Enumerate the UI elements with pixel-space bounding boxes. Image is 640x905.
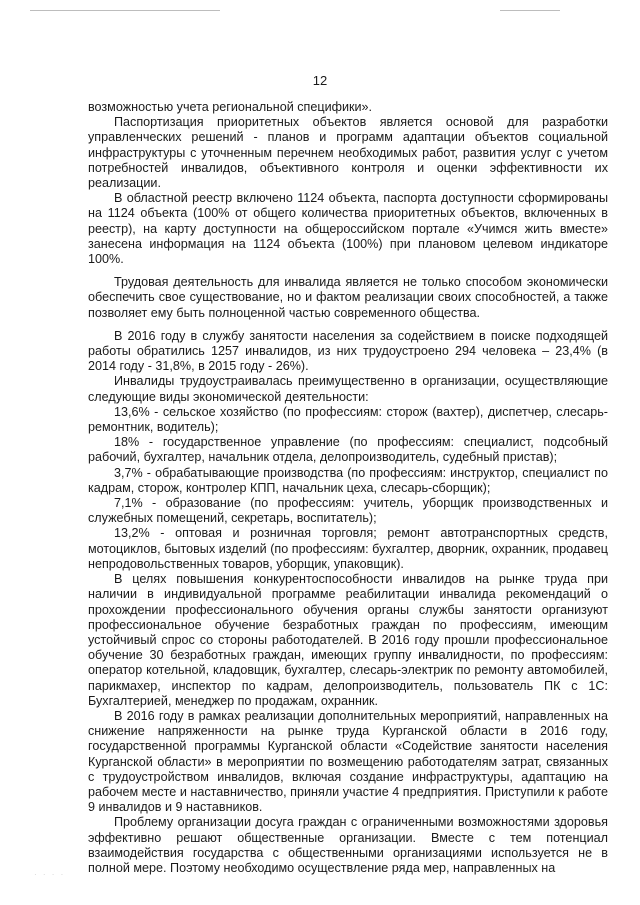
paragraph: В областной реестр включено 1124 объекта, паспорта доступности сформированы на 1124 объекта (100% от общего количества приоритетных объектов, включенных в реестр), на карту доступности на общероссийском портале «Учимся жить вместе» занесена информация на 1124 объекта (100%) при плановом целевом индикаторе 100%. (88, 191, 608, 267)
scan-artifact-left (30, 10, 220, 11)
paragraph: В 2016 году в рамках реализации дополнительных мероприятий, направленных на снижение напряженности на рынке труда Курганской области в 2016 году, государственной программы Курганской области «Содействие занятости населения Курганской области» в мероприятии по возмещению работодателям затрат, связанных с трудоустройством инвалидов, включая создание инфраструктуры, адаптацию на рабочем месте и наставничество, приняли участие 4 предприятия. Приступили к работе 9 инвалидов и 9 наставников. (88, 708, 608, 815)
paragraph: В 2016 году в службу занятости населения за содействием в поиске подходящей работы обратились 1257 инвалидов, из них трудоустроено 294 человека – 23,4% (в 2014 году - 31,8%, в 2015 году - 26%). (88, 328, 608, 374)
list-item: 18% - государственное управление (по профессиям: специалист, подсобный рабочий, бухгалтер, начальник отдела, делопроизводитель, судебный пристав); (88, 435, 608, 465)
list-item: 13,6% - сельское хозяйство (по профессиям: сторож (вахтер), диспетчер, слесарь-ремонтник, водитель); (88, 404, 608, 435)
scan-artifact-corner: · · · · (34, 870, 66, 879)
paragraph: Паспортизация приоритетных объектов является основой для разработки управленческих решений - планов и программ адаптации объектов социальной инфраструктуры с уточненным перечнем необходимых работ, развития услуг с учетом потребностей инвалидов, объективного контроля и оценки эффективности их реализации. (88, 115, 608, 191)
document-body (88, 100, 608, 876)
paragraph: Трудовая деятельность для инвалида является не только способом экономически обеспечить свое существование, но и фактом реализации своих способностей, а также позволяет ему быть полноценной частью современного общества. (88, 275, 608, 320)
paragraph: В целях повышения конкурентоспособности инвалидов на рынке труда при наличии в индивидуальной программе реабилитации инвалида рекомендаций о прохождении профессионального обучения органы службы занятости организуют профессиональное обучение безработных граждан по профессиям, имеющим устойчивый спрос со стороны работодателей. В 2016 году прошли профессиональное обучение 30 безработных граждан, имеющих группу инвалидности, по профессиям: оператор котельной, кладовщик, бухгалтер, слесарь-электрик по ремонту автомобилей, парикмахер, инспектор по кадрам, делопроизводитель, пользователь ПК с 1С: Бухгалтерией, менеджер по продажам, охранник. (88, 572, 608, 708)
scan-artifact-right (500, 10, 560, 11)
paragraph: Проблему организации досуга граждан с ограниченными возможностями здоровья эффективно решают общественные организации. Вместе с тем потенциал взаимодействия государства с общественными организациями используется не в полной мере. Поэтому необходимо осуществление ряда мер, направленных на (88, 815, 608, 875)
list-item: 7,1% - образование (по профессиям: учитель, уборщик производственных и служебных помещений, секретарь, воспитатель); (88, 496, 608, 526)
list-item: 13,2% - оптовая и розничная торговля; ремонт автотранспортных средств, мотоциклов, бытовых изделий (по профессиям: бухгалтер, дворник, охранник, продавец непродовольственных товаров, уборщик, упаковщик). (88, 526, 608, 571)
paragraph-continuation: возможностью учета региональной специфики». (88, 100, 373, 114)
list-item: 3,7% - обрабатывающие производства (по профессиям: инструктор, специалист по кадрам, сторож, контролер КПП, начальник цеха, слесарь-сборщик); (88, 465, 608, 495)
page-number: 12 (312, 73, 328, 88)
paragraph: Инвалиды трудоустраивалась преимущественно в организации, осуществляющие следующие виды экономической деятельности: (88, 374, 608, 404)
